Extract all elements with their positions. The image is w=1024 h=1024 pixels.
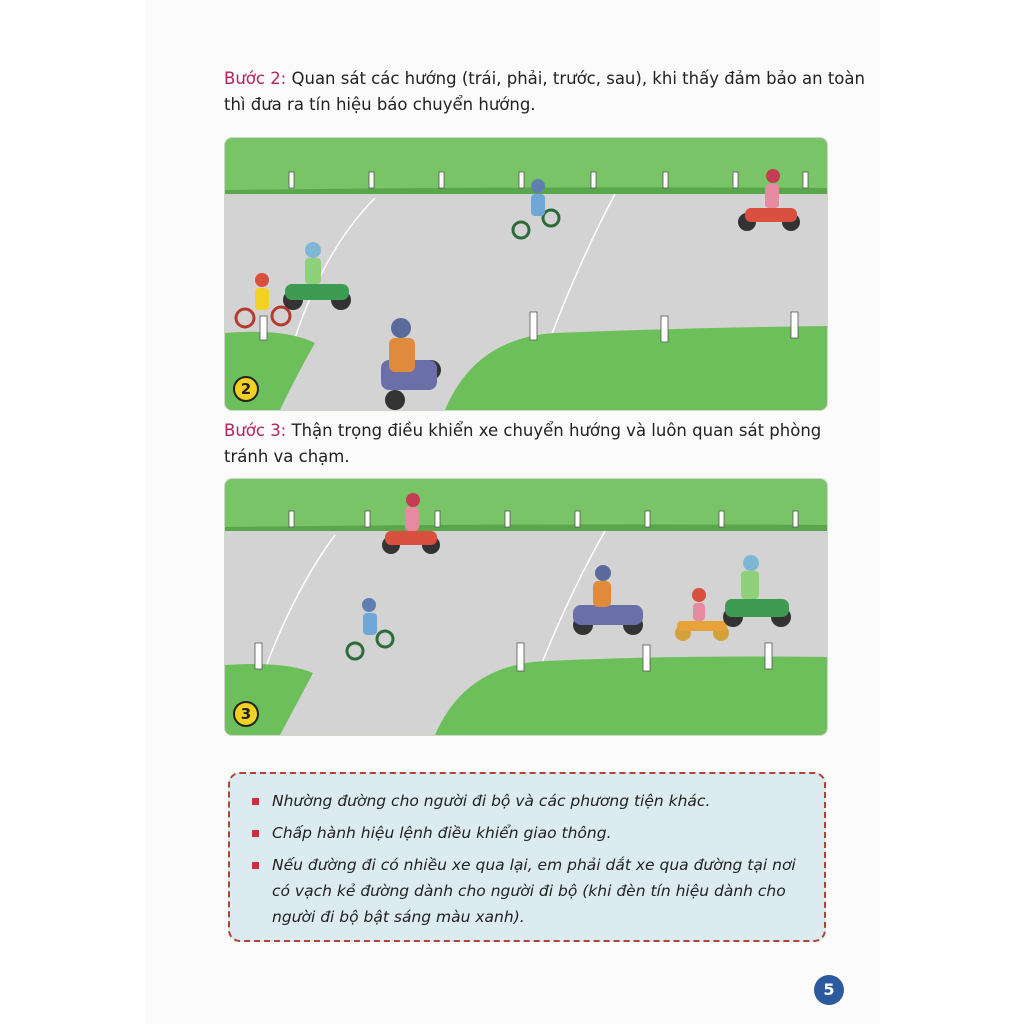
bullet-icon	[252, 830, 259, 837]
note-text: Nhường đường cho người đi bộ và các phương tiện khác.	[272, 792, 711, 810]
figure-3-number: 3	[233, 701, 259, 727]
notes-box	[228, 772, 826, 942]
step-3-line-1: Thận trọng điều khiển xe chuyển hướng và luôn quan sát phòng	[286, 421, 822, 440]
step-3-text	[224, 418, 821, 470]
step-2-text	[224, 66, 865, 118]
note-text: Nếu đường đi có nhiều xe qua lại, em phải dắt xe qua đường tại nơi có vạch kẻ đường dành cho người đi bộ (khi đèn tín hiệu dành cho người đi bộ bật sáng màu xanh).	[272, 856, 796, 926]
page-number: 5	[814, 975, 844, 1005]
bullet-icon	[252, 798, 259, 805]
step-2-line-1: Quan sát các hướng (trái, phải, trước, sau), khi thấy đảm bảo an toàn	[286, 69, 865, 88]
illustration-step-3	[224, 478, 828, 736]
note-item	[252, 820, 806, 846]
figure-2-number: 2	[233, 376, 259, 402]
note-item	[252, 852, 806, 930]
note-item	[252, 788, 806, 814]
notes-list	[252, 788, 806, 930]
bullet-icon	[252, 862, 259, 869]
illustration-step-2	[224, 137, 828, 411]
step-2-label: Bước 2:	[224, 69, 287, 88]
step-2-line-2: thì đưa ra tín hiệu báo chuyển hướng.	[224, 95, 536, 114]
note-text: Chấp hành hiệu lệnh điều khiển giao thông.	[272, 824, 612, 842]
step-3-label: Bước 3:	[224, 421, 287, 440]
step-3-line-2: tránh va chạm.	[224, 447, 350, 466]
